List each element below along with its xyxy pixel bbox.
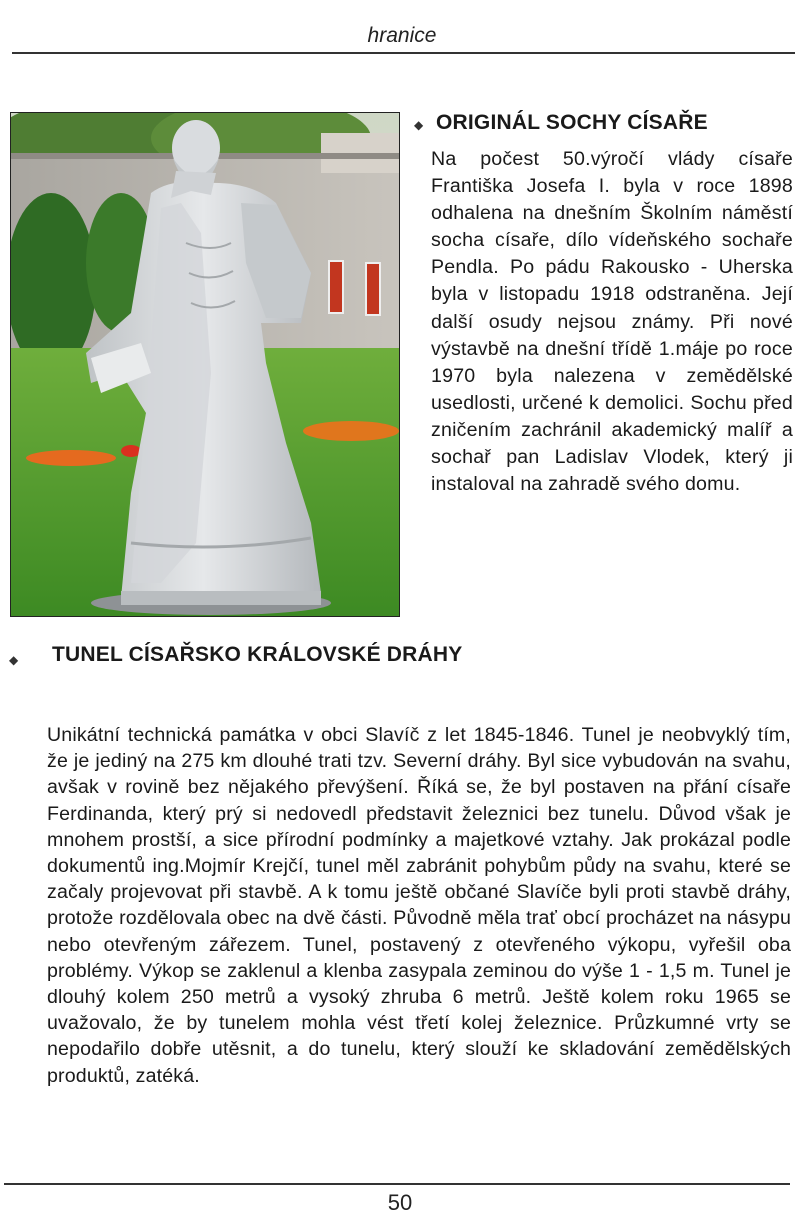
section-title-statue: ORIGINÁL SOCHY CÍSAŘE	[436, 111, 708, 134]
footer-rule	[4, 1183, 790, 1185]
section-body-statue: Na počest 50.výročí vlády císaře Františka Josefa I. byla v roce 1898 odhalena na dnešním Školním náměstí socha císaře, dílo vídeňského sochaře Pendla. Po pádu Rakousko - Uherska byla v listopadu 1918 odstraněna. Její další osudy nejsou známy. Při nové výstavbě na dnešní třídě 1.máje po roce 1970 byla nalezena v zemědělské usedlosti, určené k demolici. Sochu před zničením zachránil akademický malíř a sochař pan Ladislav Vlodek, který ji instaloval na zahradě svého domu.	[431, 148, 793, 496]
header-title: hranice	[367, 24, 437, 47]
statue-photo	[10, 112, 400, 617]
bullet-icon: ◆	[9, 653, 19, 667]
page-number: 50	[387, 1190, 413, 1215]
section-title-tunnel: TUNEL CÍSAŘSKO KRÁLOVSKÉ DRÁHY	[52, 643, 463, 666]
page-header	[0, 24, 800, 48]
statue-illustration	[11, 113, 399, 616]
section-body-tunnel: Unikátní technická památka v obci Slavíč z let 1845-1846. Tunel je neobvyklý tím, že je jediný na 275 km dlouhé trati tzv. Severní dráhy. Byl sice vybudován na svahu, avšak v rovině bez nějakého převýšení. Říká se, že byl postaven na přání císaře Ferdinanda, který prý si nedovedl představit železnici bez tunelu. Důvod však je mnohem prostší, a sice přírodní podmínky a majetkové vztahy. Jak prokázal podle dokumentů ing.Mojmír Krejčí, tunel měl zabránit pohybům půdy na svahu, které se začaly projevovat při stavbě. A k tomu ještě občané Slavíče byli proti stavbě dráhy, protože rozdělovala obec na dvě části. Původně měla trať obcí procházet na násypu nebo otevřeným zářezem. Tunel, postavený z otevřeného výkopu, vyřešil oba problémy. Výkop se zaklenul a klenba zasypala zeminou do výše 1 - 1,5 m. Tunel je dlouhý kolem 250 metrů a vysoký zhruba 6 metrů. Ještě kolem roku 1965 se uvažovalo, že by tunelem mohla vést třetí kolej železnice. Průzkumné vrty se nepodařilo dobře utěsnit, a do tunelu, který slouží ke skladování zemědělských produktů, zatéká.	[47, 724, 791, 1087]
bullet-icon: ◆	[414, 118, 424, 132]
header-rule	[12, 52, 795, 54]
